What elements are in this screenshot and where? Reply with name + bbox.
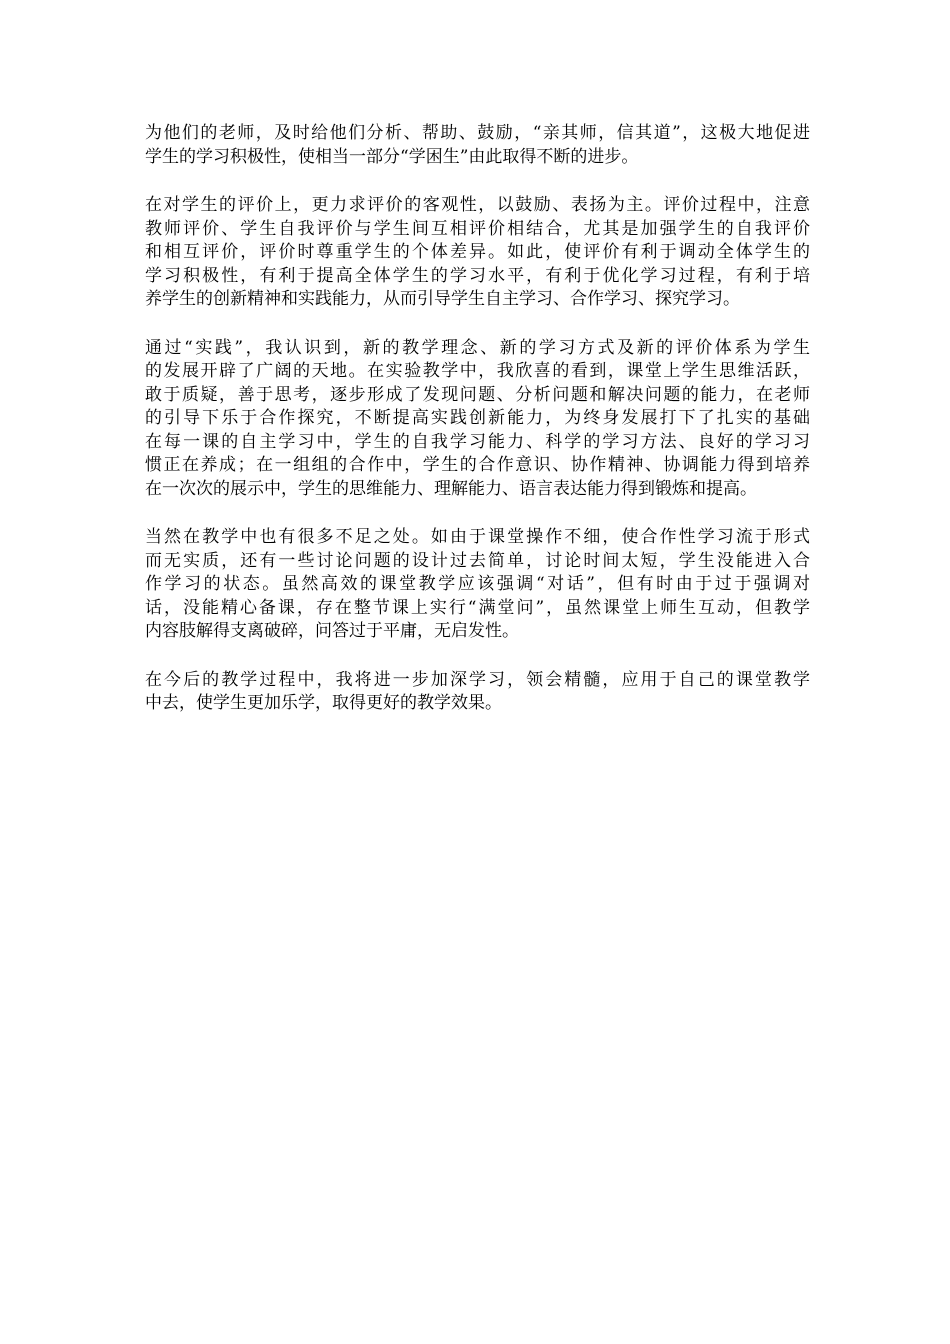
paragraph-line: 教师评价、学生自我评价与学生间互相评价相结合，尤其是加强学生的自我评价 [145,218,810,239]
paragraph-line: 的发展开辟了广阔的天地。在实验教学中，我欣喜的看到，课堂上学生思维活跃， [145,361,810,381]
paragraph-4 [145,526,810,644]
paragraph-line: 学生的学习积极性，使相当一部分“学困生”由此取得不断的进步。 [145,146,639,167]
paragraph-line: 的引导下乐于合作探究，不断提高实践创新能力，为终身发展打下了扎实的基础 [145,408,810,428]
paragraph-line: 和相互评价，评价时尊重学生的个体差异。如此，使评价有利于调动全体学生的 [145,242,810,262]
paragraph-1 [145,122,810,169]
paragraph-line: 在每一课的自主学习中，学生的自我学习能力、科学的学习方法、良好的学习习 [145,431,810,452]
paragraph-line: 话，没能精心备课，存在整节课上实行“满堂问”，虽然课堂上师生互动，但教学 [145,597,810,618]
paragraph-line: 在对学生的评价上，更力求评价的客观性，以鼓励、表扬为主。评价过程中，注意 [145,195,810,215]
paragraph-line: 惯正在养成；在一组组的合作中，学生的合作意识、协作精神、协调能力得到培养 [145,455,810,475]
paragraph-line: 在一次次的展示中，学生的思维能力、理解能力、语言表达能力得到锻炼和提高。 [145,478,757,499]
paragraph-line: 当然在教学中也有很多不足之处。如由于课堂操作不细，使合作性学习流于形式 [145,527,810,547]
paragraph-3 [145,337,810,502]
paragraph-line: 内容肢解得支离破碎，问答过于平庸，无启发性。 [145,621,519,641]
paragraph-line: 而无实质，还有一些讨论问题的设计过去简单，讨论时间太短，学生没能进入合 [145,550,810,571]
paragraph-line: 通过“实践”，我认识到，新的教学理念、新的学习方式及新的评价体系为学生 [145,337,810,358]
paragraph-line: 敢于质疑，善于思考，逐步形成了发现问题、分析问题和解决问题的能力，在老师 [145,384,810,405]
paragraph-5 [145,669,810,716]
paragraph-line: 为他们的老师，及时给他们分析、帮助、鼓励，“亲其师，信其道”，这极大地促进 [145,123,810,143]
paragraph-line: 中去，使学生更加乐学，取得更好的教学效果。 [145,693,502,713]
document-body [145,122,810,741]
paragraph-line: 养学生的创新精神和实践能力，从而引导学生自主学习、合作学习、探究学习。 [145,289,740,309]
paragraph-line: 作学习的状态。虽然高效的课堂教学应该强调“对话”，但有时由于过于强调对 [145,574,810,594]
paragraph-line: 学习积极性，有利于提高全体学生的学习水平，有利于优化学习过程，有利于培 [145,265,810,286]
paragraph-line: 在今后的教学过程中，我将进一步加深学习，领会精髓，应用于自己的课堂教学 [145,669,810,690]
paragraph-2 [145,194,810,312]
